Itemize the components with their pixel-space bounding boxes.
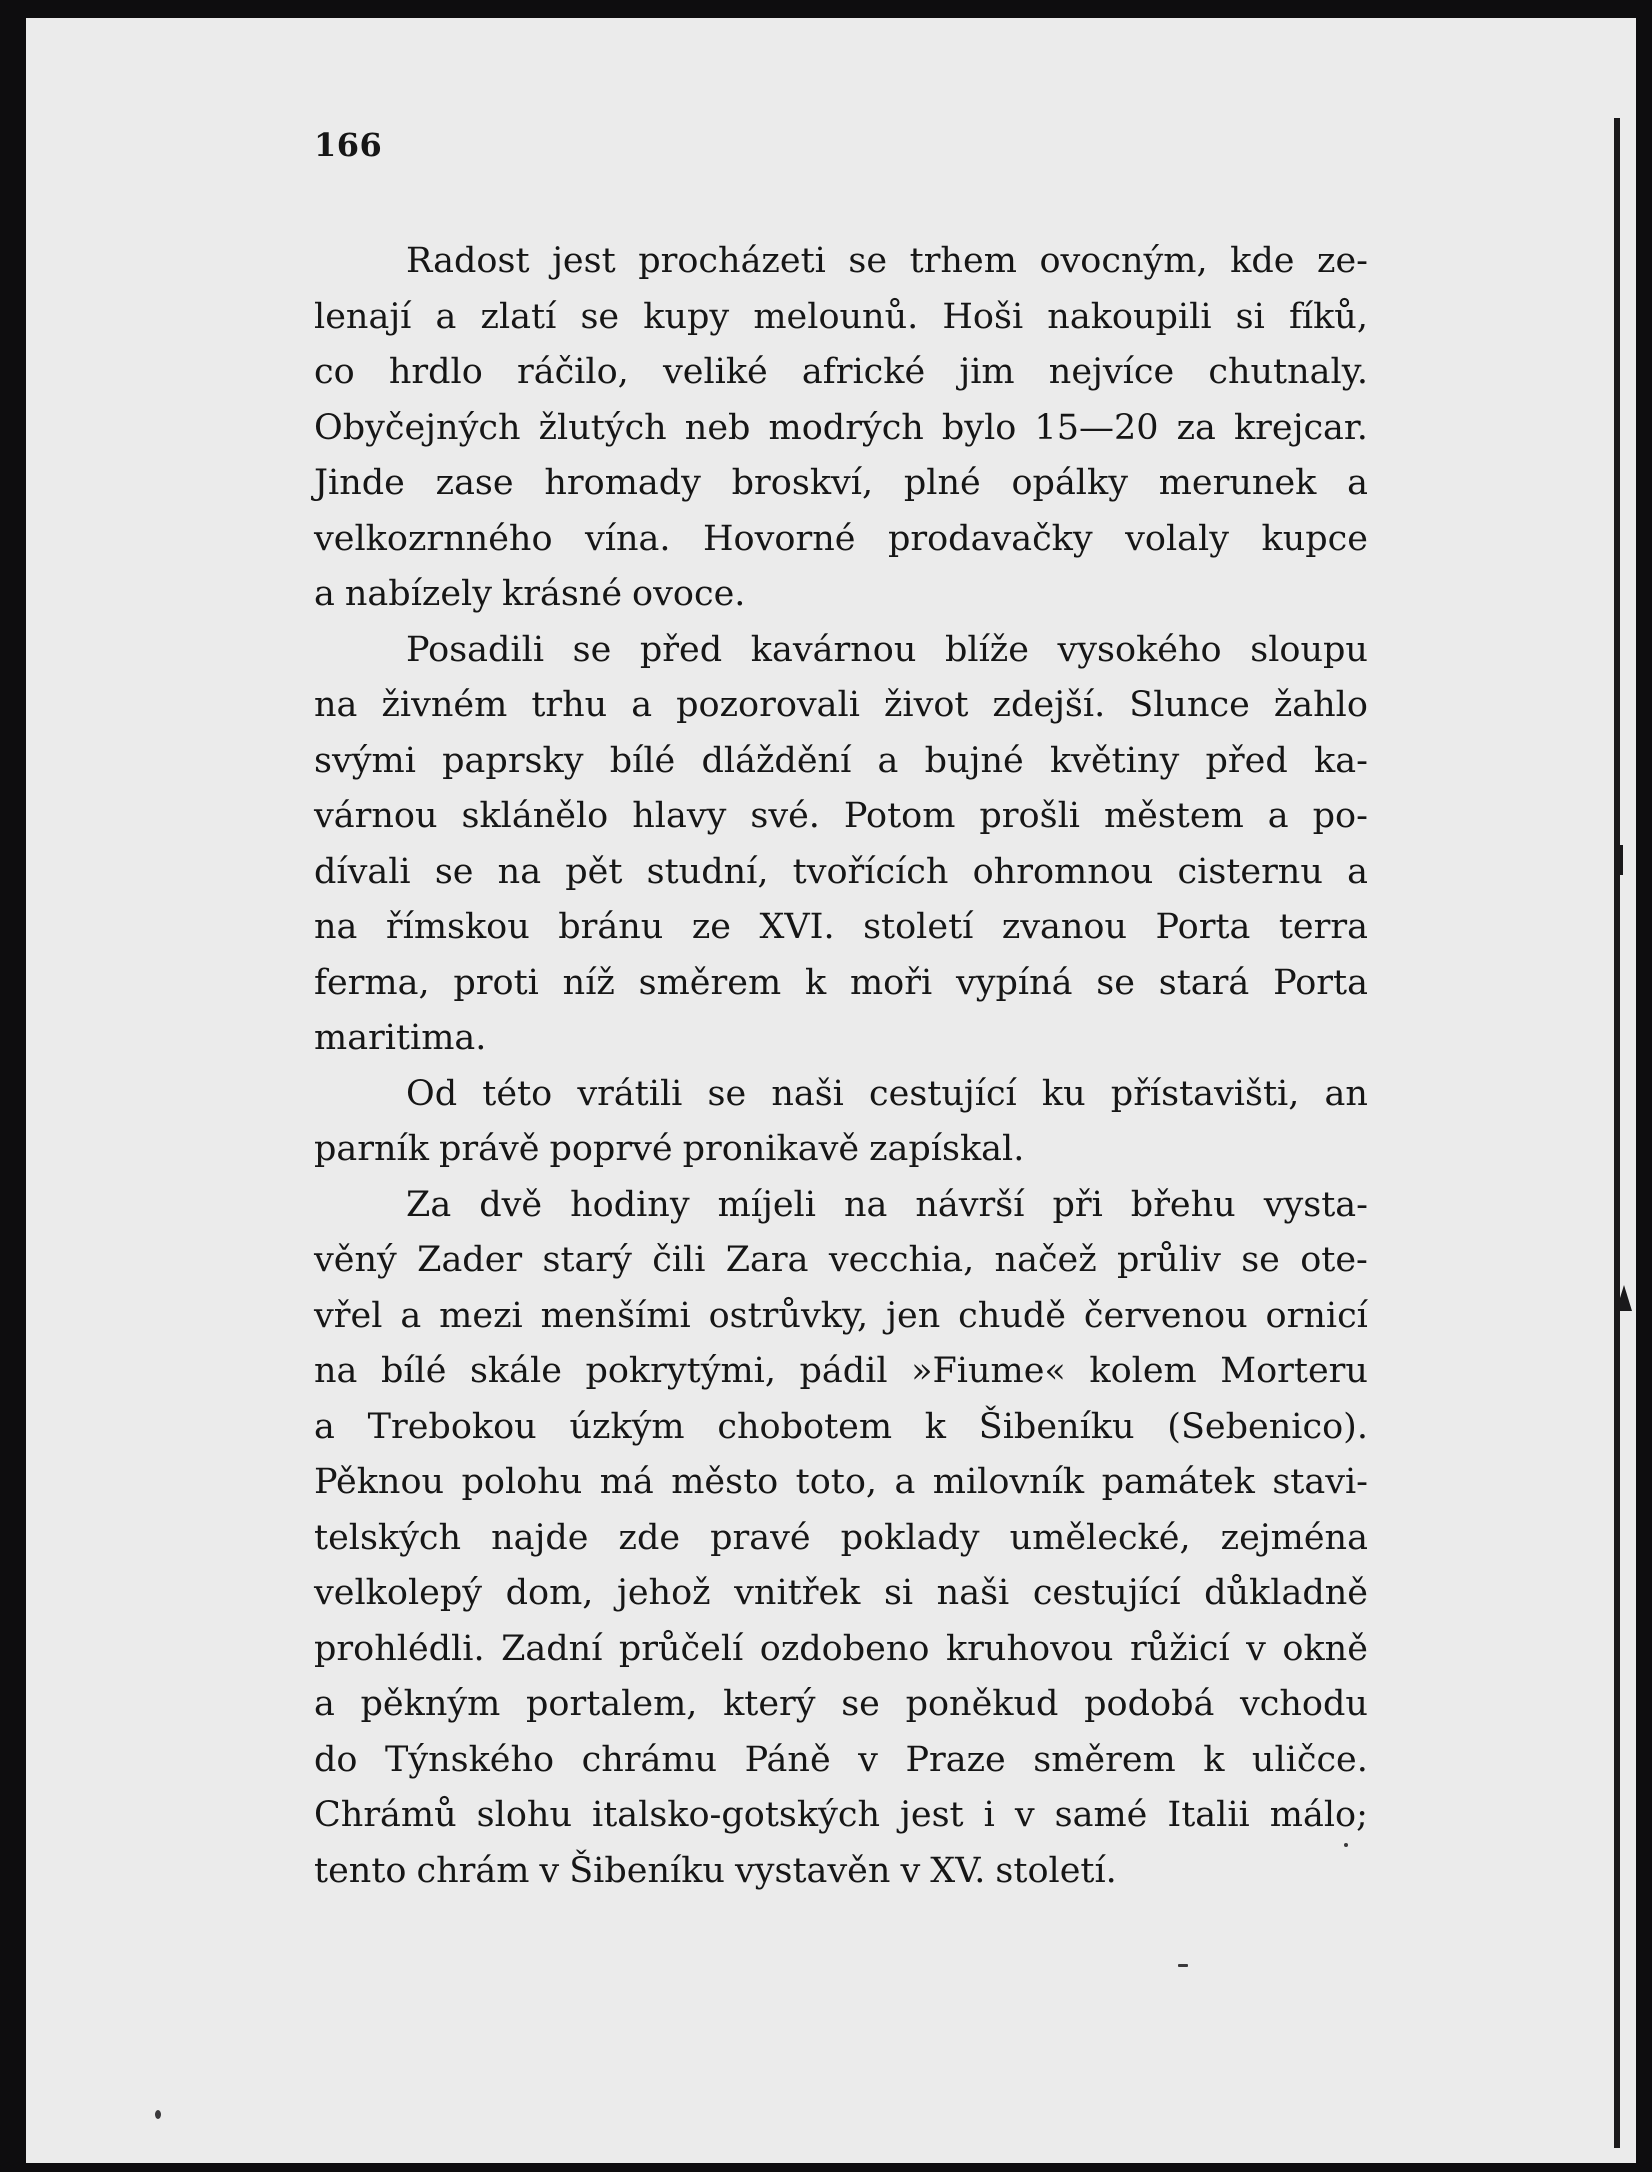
word: Morteru	[1220, 1351, 1368, 1391]
word: merunek	[1158, 463, 1317, 503]
word: návrší	[915, 1184, 1025, 1225]
word: se	[572, 629, 612, 670]
word: slohu	[476, 1795, 572, 1835]
word: a	[1267, 796, 1289, 836]
word: zlatí	[480, 296, 557, 337]
text-line	[314, 512, 1368, 568]
word: průčelí	[618, 1628, 744, 1669]
word: živném	[381, 685, 508, 725]
text-line	[314, 1289, 1368, 1345]
word: římskou	[385, 907, 530, 947]
word: ráčilo,	[516, 352, 629, 392]
word: níž	[562, 962, 615, 1003]
word: kavárnou	[750, 629, 917, 670]
word: hromady	[544, 463, 701, 503]
word: dvě	[479, 1184, 543, 1225]
word: přístavišti,	[1110, 1073, 1300, 1114]
edge-mark	[1619, 845, 1623, 875]
word: pravé	[710, 1517, 811, 1558]
word: dláždění	[701, 740, 852, 781]
word: ze-	[1317, 241, 1368, 281]
text-line	[314, 1622, 1368, 1678]
word: a	[435, 296, 457, 337]
word: na	[497, 851, 542, 892]
word: prošli	[979, 796, 1080, 836]
word: před	[639, 629, 723, 670]
page-edge-shadow	[1614, 118, 1620, 2148]
word: 15—20	[1034, 407, 1159, 448]
text-line	[314, 1455, 1368, 1511]
word: jen	[886, 1295, 941, 1336]
word: hrdlo	[388, 352, 483, 392]
word: za	[1176, 407, 1216, 448]
text-line	[314, 567, 1368, 623]
word: věný	[314, 1240, 397, 1280]
text-line	[314, 1344, 1368, 1400]
word: ote-	[1300, 1240, 1368, 1280]
word: se	[1096, 962, 1135, 1003]
word: parník	[314, 1129, 429, 1169]
word: a	[1347, 851, 1368, 892]
word: africké	[801, 352, 926, 392]
word: své.	[750, 796, 820, 836]
word: naši	[771, 1073, 844, 1114]
word: a	[877, 740, 899, 781]
word: stavi-	[1272, 1462, 1368, 1502]
word: plné	[903, 463, 981, 503]
word: naši	[936, 1573, 1010, 1613]
word: život	[883, 685, 969, 725]
word: si	[883, 1573, 914, 1613]
word: jest	[552, 241, 616, 281]
word: v	[900, 1850, 921, 1891]
word: Porta	[1273, 962, 1368, 1003]
word: pět	[565, 851, 623, 892]
word: na	[314, 685, 358, 725]
word: směrem	[638, 962, 782, 1003]
word: cestující	[1032, 1573, 1181, 1613]
word: chrám	[416, 1850, 530, 1891]
word: Zadní	[501, 1628, 603, 1669]
word: směrem	[1033, 1739, 1176, 1780]
word: pronikavě	[682, 1129, 860, 1169]
word: Radost	[406, 241, 530, 281]
text-line	[314, 623, 1368, 679]
word: starý	[542, 1240, 632, 1280]
word: krásné	[502, 574, 623, 614]
word: město	[671, 1462, 779, 1502]
word: ozdobeno	[759, 1628, 930, 1669]
text-line	[314, 1788, 1368, 1844]
word: jehož	[616, 1573, 711, 1613]
word: Od	[406, 1073, 458, 1114]
word: stará	[1158, 962, 1250, 1003]
word: nabízely	[344, 574, 493, 614]
text-line	[314, 1566, 1368, 1622]
word: pádil	[799, 1351, 888, 1391]
word: portalem,	[526, 1684, 698, 1724]
word: paprsky	[442, 740, 584, 781]
word: maritima.	[314, 1018, 487, 1058]
word: studní,	[646, 851, 769, 892]
word: květiny	[1049, 740, 1180, 781]
word: cisternu	[1177, 851, 1323, 892]
text-line	[314, 401, 1368, 457]
word: chutnaly.	[1208, 352, 1368, 392]
word: várnou	[314, 796, 438, 836]
word: poněkud	[905, 1684, 1059, 1724]
word: nejvíce	[1048, 352, 1175, 392]
word: úzkým	[569, 1406, 685, 1447]
word: uličce.	[1251, 1739, 1368, 1780]
word: okně	[1282, 1628, 1368, 1669]
text-line	[314, 1511, 1368, 1567]
word: vecchia,	[828, 1240, 975, 1280]
word: vysta-	[1263, 1184, 1368, 1225]
word: ohromnou	[972, 851, 1154, 892]
word: bylo	[941, 407, 1017, 448]
word: v	[539, 1850, 560, 1891]
word: na	[843, 1184, 888, 1225]
word: umělecké,	[1009, 1517, 1191, 1558]
word: modrých	[768, 407, 924, 448]
word: mezi	[439, 1295, 523, 1336]
word: se	[580, 296, 620, 337]
word: polohu	[461, 1462, 583, 1502]
word: velkozrnného	[314, 518, 553, 559]
word: sloupu	[1250, 629, 1368, 670]
word: sklánělo	[461, 796, 609, 836]
word: samé	[1054, 1795, 1148, 1835]
word: žlutých	[538, 407, 667, 448]
word: Posadili	[406, 629, 545, 670]
word: ovocným,	[1039, 241, 1208, 281]
word: málo;	[1269, 1795, 1368, 1835]
word: k	[1203, 1739, 1225, 1780]
word: (Sebenico).	[1167, 1406, 1368, 1447]
word: Zara	[725, 1240, 809, 1280]
word: má	[599, 1462, 654, 1502]
word: růžicí	[1129, 1628, 1230, 1669]
word: trhem	[909, 241, 1017, 281]
word: kolem	[1089, 1351, 1197, 1391]
word: památek	[1101, 1462, 1255, 1502]
word: břehu	[1130, 1184, 1236, 1225]
word: Hovorné	[703, 518, 856, 559]
word: při	[1052, 1184, 1103, 1225]
word: a	[400, 1295, 422, 1336]
word: na	[314, 907, 358, 947]
word: zapískal.	[869, 1129, 1025, 1169]
word: století.	[995, 1850, 1117, 1891]
text-line	[314, 900, 1368, 956]
word: dívali	[314, 851, 411, 892]
word: najde	[491, 1517, 589, 1558]
word: prohlédli.	[314, 1628, 485, 1669]
word: Šibeníku	[569, 1850, 725, 1891]
word: hlavy	[632, 796, 727, 836]
word: neb	[684, 407, 751, 448]
word: v	[1246, 1628, 1266, 1669]
word: krejcar.	[1233, 407, 1368, 448]
edge-mark	[1616, 1285, 1632, 1311]
word: lenají	[314, 296, 412, 337]
word: bílé	[609, 740, 676, 781]
word: ferma,	[314, 962, 430, 1003]
word: si	[1235, 296, 1265, 337]
word: zde	[618, 1517, 681, 1558]
word: Páně	[744, 1739, 831, 1780]
word: opálky	[1011, 463, 1128, 503]
word: ka-	[1314, 740, 1368, 781]
word: a	[894, 1462, 916, 1502]
text-line	[314, 1011, 1368, 1067]
word: i	[983, 1795, 995, 1835]
word: v	[1014, 1795, 1035, 1835]
word: ku	[1041, 1073, 1086, 1114]
word: skále	[469, 1351, 562, 1391]
word: se	[1241, 1240, 1280, 1280]
word: městem	[1103, 796, 1244, 836]
word: XVI.	[759, 907, 835, 947]
word: se	[848, 241, 888, 281]
word: do	[314, 1739, 358, 1780]
word: Týnského	[384, 1739, 555, 1780]
word: terra	[1278, 907, 1368, 947]
word: po-	[1312, 796, 1368, 836]
word: hodiny	[570, 1184, 690, 1225]
word: co	[314, 352, 355, 392]
word: na	[314, 1351, 358, 1391]
word: Potom	[843, 796, 956, 836]
scan-speck	[155, 2110, 161, 2119]
word: vřel	[314, 1295, 383, 1336]
word: načež	[994, 1240, 1097, 1280]
word: ostrůvky,	[708, 1295, 869, 1336]
word: zvanou	[1001, 907, 1128, 947]
text-line	[314, 1677, 1368, 1733]
word: jim	[959, 352, 1015, 392]
word: pěkným	[360, 1684, 501, 1724]
text-line	[314, 1233, 1368, 1289]
word: blíže	[944, 629, 1029, 670]
word: bílé	[380, 1351, 447, 1391]
word: se	[841, 1684, 880, 1724]
word: který	[723, 1684, 816, 1724]
word: bujné	[924, 740, 1024, 781]
word: Chrámů	[314, 1795, 457, 1835]
word: Italii	[1167, 1795, 1250, 1835]
text-line	[314, 678, 1368, 734]
text-line	[314, 789, 1368, 845]
scan-speck	[1178, 1964, 1188, 1967]
text-line	[314, 1178, 1368, 1234]
word: míjeli	[717, 1184, 816, 1225]
word: toto,	[795, 1462, 878, 1502]
word: nakoupili	[1047, 296, 1212, 337]
word: právě	[438, 1129, 540, 1169]
word: fíků,	[1288, 296, 1368, 337]
word: důkladně	[1204, 1573, 1368, 1613]
word: zase	[435, 463, 514, 503]
text-line	[314, 956, 1368, 1012]
text-line	[314, 845, 1368, 901]
word: kruhovou	[945, 1628, 1114, 1669]
word: se	[707, 1073, 747, 1114]
word: vypíná	[955, 962, 1073, 1003]
word: vchodu	[1240, 1684, 1368, 1724]
word: poprvé	[549, 1129, 673, 1169]
word: trhu	[531, 685, 608, 725]
word: svými	[314, 740, 416, 781]
word: dom,	[505, 1573, 594, 1613]
word: století	[863, 907, 974, 947]
word: se	[434, 851, 474, 892]
text-line	[314, 1122, 1368, 1178]
word: Šibeníku	[978, 1406, 1135, 1447]
word: čili	[652, 1240, 706, 1280]
word: a	[314, 1684, 335, 1724]
page-number: 166	[314, 126, 383, 164]
word: k	[924, 1406, 947, 1447]
word: žahlo	[1273, 685, 1368, 725]
word: před	[1205, 740, 1288, 781]
word: kupy	[643, 296, 730, 337]
word: Jinde	[314, 463, 405, 503]
word: melounů.	[753, 296, 919, 337]
word: zejména	[1220, 1517, 1368, 1558]
word: an	[1324, 1073, 1368, 1114]
word: tento	[314, 1850, 407, 1891]
word: Za	[406, 1184, 452, 1225]
word: poklady	[840, 1517, 980, 1558]
word: milovník	[932, 1462, 1085, 1502]
word: proti	[453, 962, 539, 1003]
word: veliké	[662, 352, 768, 392]
word: tvořících	[792, 851, 949, 892]
word: v	[858, 1739, 878, 1780]
word: Slunce	[1129, 685, 1250, 725]
word: broskví,	[731, 463, 874, 503]
word: vrátili	[577, 1073, 683, 1114]
word: Zader	[417, 1240, 523, 1280]
word: »Fiume«	[911, 1351, 1066, 1391]
word: procházeti	[638, 241, 826, 281]
word: vystavěn	[734, 1850, 891, 1891]
word: prodavačky	[887, 518, 1093, 559]
word: pozorovali	[676, 685, 860, 725]
word: Pěknou	[314, 1462, 445, 1502]
text-line	[314, 734, 1368, 790]
word: ze	[691, 907, 731, 947]
word: jest	[900, 1795, 964, 1835]
word: ornicí	[1265, 1295, 1368, 1336]
word: průliv	[1117, 1240, 1221, 1280]
word: Porta	[1155, 907, 1251, 947]
text-line	[314, 234, 1368, 290]
body-text	[314, 234, 1368, 1899]
word: vnitřek	[734, 1573, 861, 1613]
word: ovoce.	[632, 574, 746, 614]
word: chrámu	[581, 1739, 718, 1780]
word: bránu	[558, 907, 664, 947]
word: XV.	[930, 1850, 986, 1891]
word: telských	[314, 1517, 462, 1558]
word: vysokého	[1057, 629, 1222, 670]
word: k	[804, 962, 827, 1003]
word: této	[482, 1073, 553, 1114]
text-line	[314, 1844, 1368, 1900]
text-line	[314, 456, 1368, 512]
word: pokrytými,	[585, 1351, 776, 1391]
word: červenou	[1083, 1295, 1248, 1336]
word: zdejší.	[992, 685, 1106, 725]
word: Praze	[905, 1739, 1006, 1780]
word: chobotem	[717, 1406, 893, 1447]
text-line	[314, 345, 1368, 401]
word: Obyčejných	[314, 407, 521, 448]
word: volaly	[1125, 518, 1230, 559]
word: kupce	[1261, 518, 1368, 559]
word: a	[314, 1406, 335, 1447]
word: moři	[849, 962, 933, 1003]
word: kde	[1230, 241, 1295, 281]
text-line	[314, 1400, 1368, 1456]
word: cestující	[869, 1073, 1017, 1114]
text-line	[314, 1067, 1368, 1123]
word: Trebokou	[367, 1406, 537, 1447]
text-line	[314, 290, 1368, 346]
word: menšími	[540, 1295, 691, 1336]
word: vína.	[585, 518, 671, 559]
text-line	[314, 1733, 1368, 1789]
word: Hoši	[942, 296, 1024, 337]
word: a	[314, 574, 335, 614]
word: italsko-gotských	[592, 1795, 881, 1835]
word: a	[631, 685, 653, 725]
word: a	[1347, 463, 1368, 503]
word: podobá	[1084, 1684, 1215, 1724]
word: velkolepý	[314, 1573, 483, 1613]
word: chudě	[958, 1295, 1066, 1336]
